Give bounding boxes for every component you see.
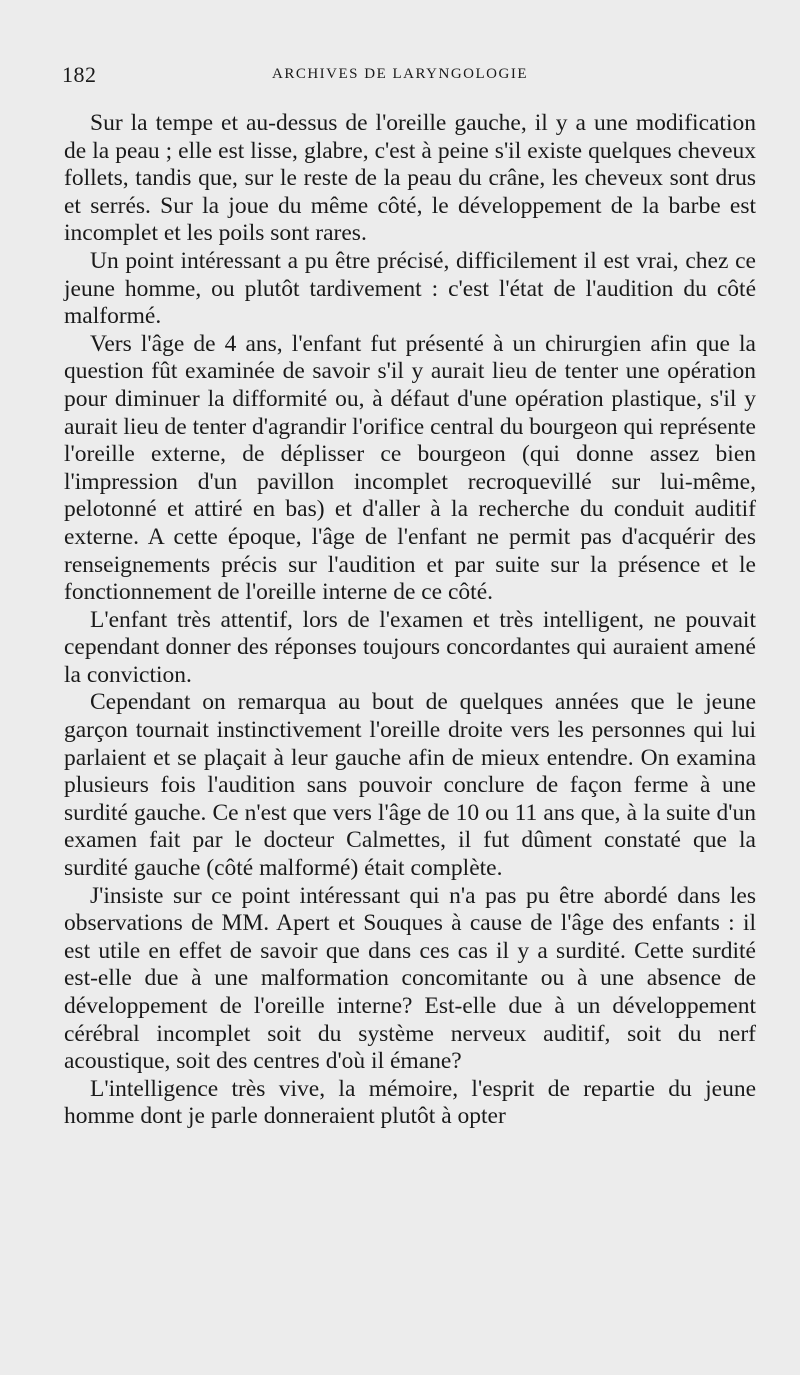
paragraph-3: Vers l'âge de 4 ans, l'enfant fut présenté à un chirurgien afin que la question fût examinée de savoir s'il y aurait lieu de tenter une opération pour diminuer la difformité ou, à défaut d'une opération plastique, s'il y aurait lieu de tenter d'agrandir l'orifice central du bourgeon qui représente l'oreille externe, de déplisser ce bourgeon (qui donne assez bien l'impression d'un pavillon incomplet recroquevillé sur lui-même, pelotonné et attiré en bas) et d'aller à la recherche du conduit auditif externe. A cette époque, l'âge de l'enfant ne permit pas d'acquérir des renseignements précis sur l'audition et par suite sur la présence et le fonctionnement de l'oreille interne de ce côté. bbox=[64, 330, 756, 606]
page-number: 182 bbox=[62, 62, 97, 87]
running-title: ARCHIVES DE LARYNGOLOGIE bbox=[272, 66, 528, 82]
paragraph-1: Sur la tempe et au-dessus de l'oreille gauche, il y a une modification de la peau ; elle est lisse, glabre, c'est à peine s'il existe quelques cheveux follets, tandis que, sur le reste de la peau du crâne, les cheveux sont drus et serrés. Sur la joue du même côté, le développement de la barbe est incomplet et les poils sont rares. bbox=[64, 110, 756, 247]
body-text bbox=[64, 110, 756, 1131]
paragraph-4: L'enfant très attentif, lors de l'examen et très intelligent, ne pouvait cependant donner des réponses toujours concordantes qui auraient amené la conviction. bbox=[64, 606, 756, 688]
paragraph-2: Un point intéressant a pu être précisé, difficilement il est vrai, chez ce jeune homme, ou plutôt tardivement : c'est l'état de l'audition du côté malformé. bbox=[64, 247, 756, 330]
paragraph-6: J'insiste sur ce point intéressant qui n'a pas pu être abordé dans les observations de MM. Apert et Souques à cause de l'âge des enfants : il est utile en effet de savoir que dans ces cas il y a surdité. Cette surdité est-elle due à une malformation concomitante ou à une absence de développement de l'oreille interne? Est-elle due à un développement cérébral incomplet soit du système nerveux auditif, soit du nerf acoustique, soit des centres d'où il émane? bbox=[64, 882, 756, 1075]
page-header bbox=[62, 62, 738, 92]
paragraph-5: Cependant on remarqua au bout de quelques années que le jeune garçon tournait instinctivement l'oreille droite vers les personnes qui lui parlaient et se plaçait à leur gauche afin de mieux entendre. On examina plusieurs fois l'audition sans pouvoir conclure de façon ferme à une surdité gauche. Ce n'est que vers l'âge de 10 ou 11 ans que, à la suite d'un examen fait par le docteur Calmettes, il fut dûment constaté que la surdité gauche (côté malformé) était complète. bbox=[64, 689, 756, 882]
paragraph-7: L'intelligence très vive, la mémoire, l'esprit de repartie du jeune homme dont je parle donneraient plutôt à opter bbox=[64, 1075, 756, 1130]
